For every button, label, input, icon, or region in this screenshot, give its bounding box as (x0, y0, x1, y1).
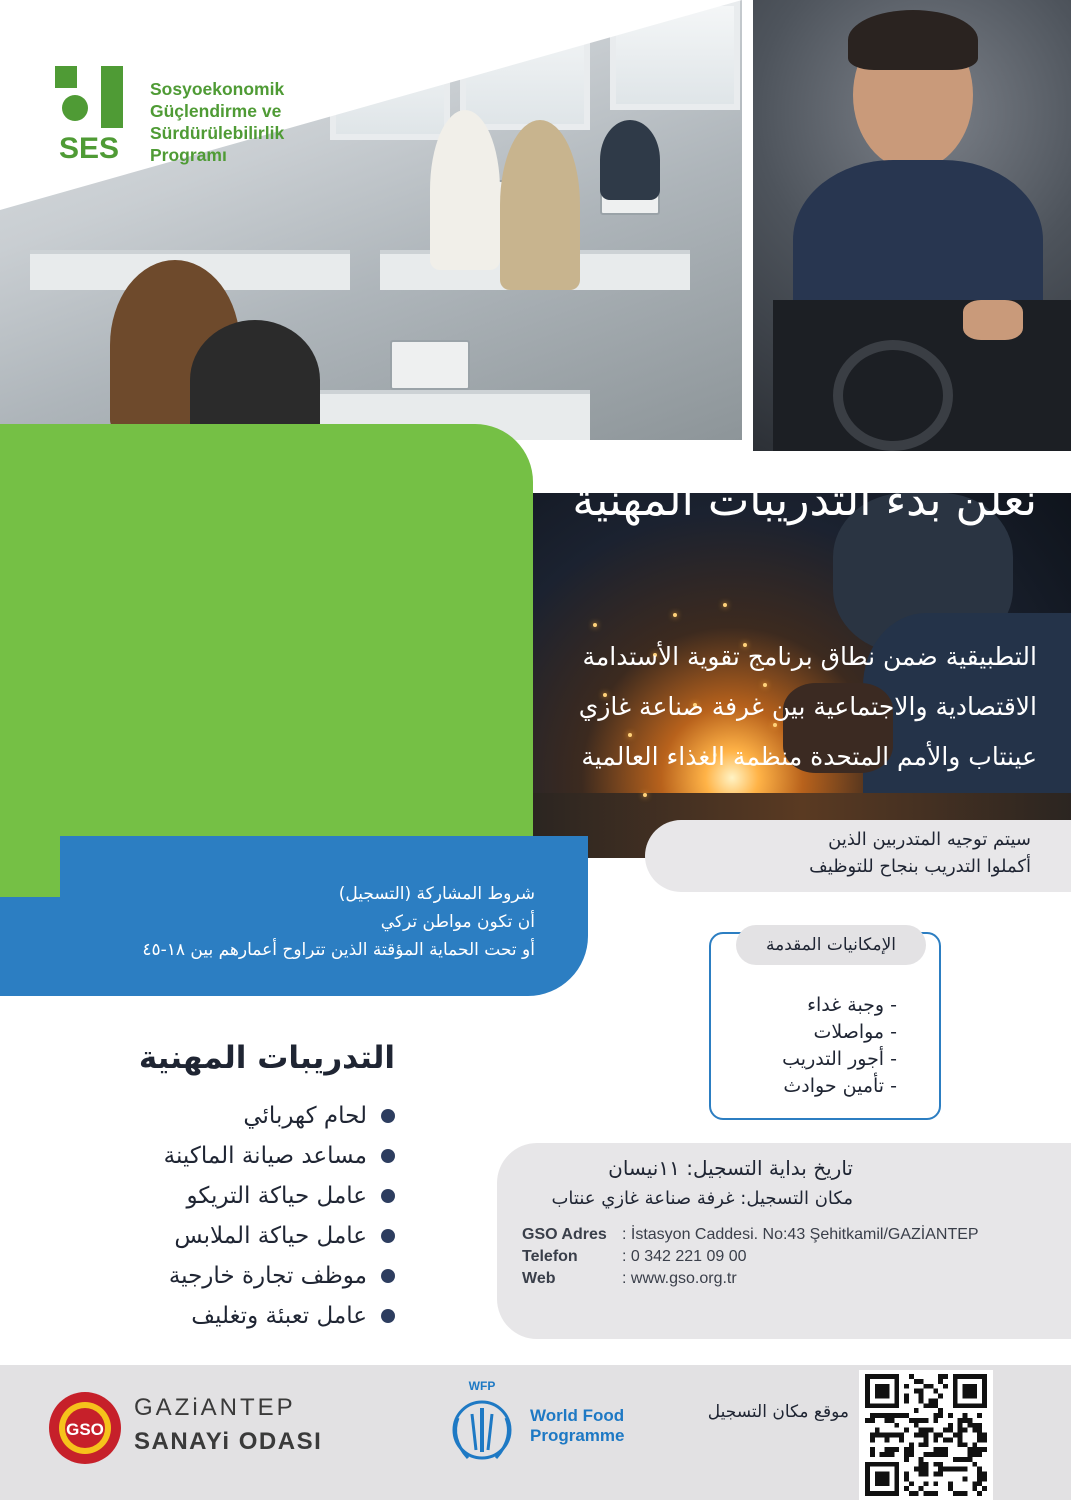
vocational-list (55, 1096, 395, 1336)
qr-label: موقع مكان التسجيل (707, 1402, 849, 1422)
contact-row-address (522, 1224, 979, 1246)
engine-mechanic-photo (753, 0, 1071, 451)
vocational-item-label: عامل تعبئة وتغليف (191, 1303, 367, 1329)
benefit-item: - وجبة غداء (807, 994, 897, 1016)
vocational-item (55, 1216, 395, 1256)
bullet-icon (381, 1229, 395, 1243)
vocational-item-label: لحام كهربائي (243, 1103, 367, 1129)
registration-date: تاريخ بداية التسجيل: ١١نيسان (608, 1156, 853, 1180)
benefit-item: - أجور التدريب (782, 1048, 897, 1070)
qr-code[interactable] (859, 1370, 993, 1500)
bullet-icon (381, 1149, 395, 1163)
program-name-line: Sosyoekonomik (150, 79, 285, 99)
registration-place: مكان التسجيل: غرفة صناعة غازي عنتاب (551, 1188, 853, 1209)
contact-value: : İstasyon Caddesi. No:43 Şehitkamil/GAZİANTEP (622, 1226, 979, 1243)
program-name-line: Güçlendirme ve (150, 101, 282, 121)
gso-name-line2: SANAYi ODASI (134, 1428, 323, 1455)
participation-line: أو تحت الحماية المؤقتة الذين تتراوح أعمارهم بين ١٨-٤٥ (142, 940, 535, 960)
benefit-item: - تأمين حوادث (783, 1075, 897, 1097)
contact-key: GSO Adres (522, 1226, 607, 1243)
bullet-icon (381, 1309, 395, 1323)
headline-body: التطبيقية ضمن نطاق برنامج تقوية الأستدامة الاقتصادية والاجتماعية بين غرفة صناعة غازي عينتاب والأمم المتحدة منظمة الغذاء العالمية (578, 642, 1037, 771)
contact-row-phone (522, 1246, 979, 1268)
vocational-item (55, 1256, 395, 1296)
contact-table (522, 1224, 979, 1290)
vocational-item (55, 1296, 395, 1336)
wfp-name (530, 1406, 624, 1446)
wfp-name-line: World Food (530, 1406, 625, 1425)
vocational-title: التدريبات المهنية (138, 1040, 395, 1076)
logo-acronym: SES (58, 132, 120, 165)
contact-key: Telefon (522, 1248, 578, 1265)
contact-value[interactable]: : www.gso.org.tr (622, 1270, 737, 1287)
vocational-item (55, 1136, 395, 1176)
bullet-icon (381, 1109, 395, 1123)
contact-row-web (522, 1268, 979, 1290)
program-name-line: Programı (150, 145, 227, 165)
employment-note (651, 826, 1031, 880)
headline-panel (0, 424, 533, 836)
headline-title: نعلن بدء التدريبات المهنية (572, 475, 1037, 526)
vocational-item-label: عامل حياكة الملابس (174, 1223, 367, 1249)
gso-seal-icon (47, 1390, 123, 1466)
contact-value: : 0 342 221 09 00 (622, 1248, 747, 1265)
wfp-name-line: Programme (530, 1426, 625, 1445)
contact-key: Web (522, 1270, 556, 1287)
qr-code-icon (863, 1374, 989, 1496)
wfp-emblem-icon (442, 1378, 522, 1466)
gso-name-line1: GAZiANTEP (134, 1394, 296, 1421)
benefit-item: - مواصلات (813, 1021, 897, 1043)
vocational-item (55, 1176, 395, 1216)
ses-logo-icon (55, 66, 123, 166)
vocational-item-label: مساعد صيانة الماكينة (163, 1143, 367, 1169)
vocational-item-label: موظف تجارة خارجية (168, 1263, 367, 1289)
program-name (150, 78, 370, 166)
benefits-title: الإمكانيات المقدمة (736, 925, 926, 965)
benefits-list (725, 992, 897, 1100)
bullet-icon (381, 1269, 395, 1283)
participation-line: أن تكون مواطن تركي (380, 912, 535, 932)
employment-note-line: أكملوا التدريب بنجاح للتوظيف (809, 856, 1031, 877)
participation-conditions (15, 880, 535, 964)
participation-title: شروط المشاركة (التسجيل) (338, 884, 535, 904)
vocational-item-label: عامل حياكة التريكو (186, 1183, 367, 1209)
vocational-item (55, 1096, 395, 1136)
program-name-line: Sürdürülebilirlik (150, 123, 285, 143)
wfp-acronym: WFP (468, 1379, 496, 1393)
gso-seal-text: GSO (66, 1420, 104, 1439)
employment-note-line: سيتم توجيه المتدربين الذين (828, 829, 1031, 850)
bullet-icon (381, 1189, 395, 1203)
